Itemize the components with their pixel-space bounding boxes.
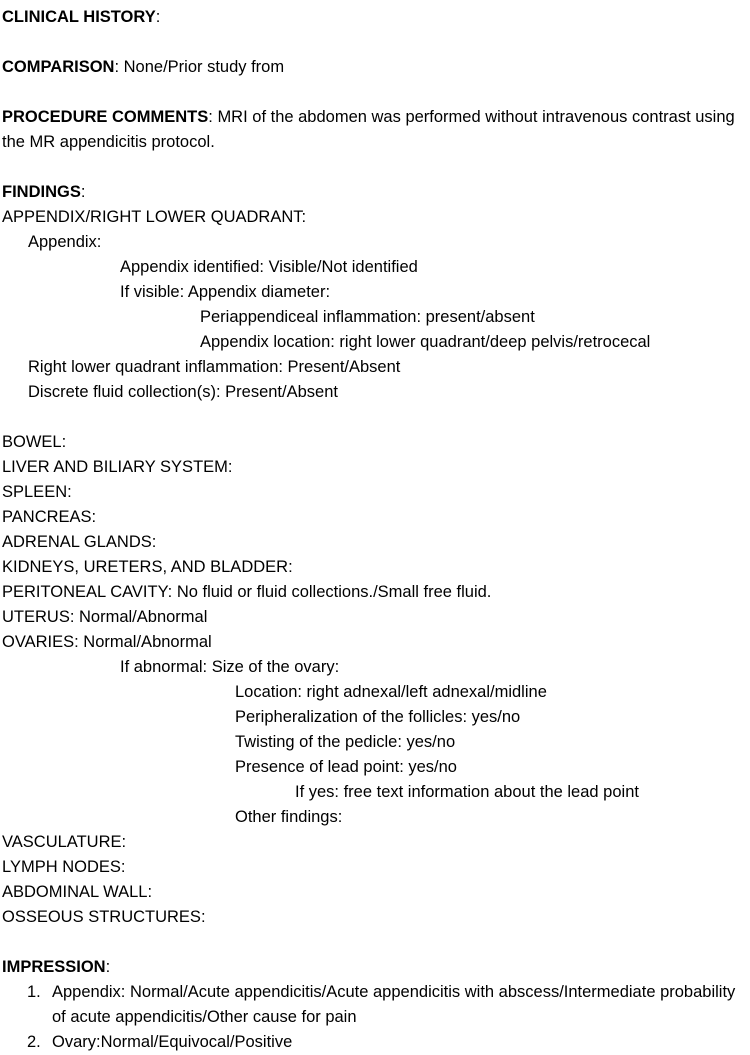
ovary-pedicle-twisting-field: Twisting of the pedicle: yes/no (235, 733, 456, 751)
clinical-history-label: CLINICAL HISTORY (2, 8, 156, 26)
lymph-nodes-field: LYMPH NODES: (2, 858, 126, 876)
spacer (2, 155, 748, 180)
impression-label: IMPRESSION (2, 958, 106, 976)
spacer (2, 30, 748, 55)
findings-colon: : (80, 183, 86, 201)
ovary-lead-point-field: Presence of lead point: yes/no (235, 758, 457, 776)
clinical-history-heading (2, 5, 748, 30)
rlq-inflammation-field: Right lower quadrant inflammation: Present/Absent (28, 358, 401, 376)
discrete-fluid-collection-field: Discrete fluid collection(s): Present/Absent (28, 383, 338, 401)
ovaries-field: OVARIES: Normal/Abnormal (2, 633, 212, 651)
procedure-comments-block (2, 105, 748, 155)
findings-label: FINDINGS (2, 183, 81, 201)
impression-item-1-text: Appendix: Normal/Acute appendicitis/Acute appendicitis with abscess/Intermediate probability of acute appendicitis/Other cause for pain (52, 983, 736, 1026)
spacer (2, 80, 748, 105)
impression-colon: : (105, 958, 111, 976)
ovary-lead-point-detail-field: If yes: free text information about the lead point (295, 783, 639, 801)
periappendiceal-inflammation-field: Periappendiceal inflammation: present/absent (200, 308, 535, 326)
pancreas-field: PANCREAS: (2, 508, 97, 526)
impression-item-2-text: Ovary:Normal/Equivocal/Positive (52, 1033, 293, 1051)
appendix-section-heading: APPENDIX/RIGHT LOWER QUADRANT: (2, 208, 307, 226)
impression-heading (2, 955, 748, 980)
spleen-field: SPLEEN: (2, 483, 72, 501)
impression-item-1-number: 1. (27, 983, 41, 1001)
appendix-label: Appendix: (28, 233, 102, 251)
ovary-peripheralization-field: Peripheralization of the follicles: yes/no (235, 708, 521, 726)
comparison-heading (2, 55, 748, 80)
spacer (2, 930, 748, 955)
abdominal-wall-field: ABDOMINAL WALL: (2, 883, 153, 901)
uterus-field: UTERUS: Normal/Abnormal (2, 608, 208, 626)
spacer (2, 405, 748, 430)
impression-item-1 (27, 980, 748, 1030)
bowel-field: BOWEL: (2, 433, 67, 451)
procedure-comments-label: PROCEDURE COMMENTS (2, 108, 209, 126)
ovary-if-abnormal-field: If abnormal: Size of the ovary: (120, 658, 340, 676)
impression-item-2 (27, 1030, 748, 1055)
procedure-comments-value: MRI of the abdomen was performed without intravenous contrast using the MR appendicitis protocol. (2, 108, 735, 151)
impression-item-2-number: 2. (27, 1033, 41, 1051)
procedure-comments-colon: : (208, 108, 218, 126)
vasculature-field: VASCULATURE: (2, 833, 127, 851)
ovary-location-field: Location: right adnexal/left adnexal/midline (235, 683, 547, 701)
comparison-value: None/Prior study from (123, 58, 285, 76)
appendix-location-field: Appendix location: right lower quadrant/deep pelvis/retrocecal (200, 333, 651, 351)
comparison-colon: : (114, 58, 124, 76)
findings-heading (2, 180, 748, 205)
appendix-diameter-field: If visible: Appendix diameter: (120, 283, 331, 301)
appendix-identified-field: Appendix identified: Visible/Not identified (120, 258, 418, 276)
peritoneal-cavity-field: PERITONEAL CAVITY: No fluid or fluid collections./Small free fluid. (2, 583, 492, 601)
ovary-other-findings-field: Other findings: (235, 808, 343, 826)
liver-biliary-field: LIVER AND BILIARY SYSTEM: (2, 458, 233, 476)
kidneys-ureters-bladder-field: KIDNEYS, URETERS, AND BLADDER: (2, 558, 293, 576)
comparison-label: COMPARISON (2, 58, 115, 76)
adrenal-glands-field: ADRENAL GLANDS: (2, 533, 157, 551)
clinical-history-value: : (155, 8, 161, 26)
osseous-structures-field: OSSEOUS STRUCTURES: (2, 908, 206, 926)
